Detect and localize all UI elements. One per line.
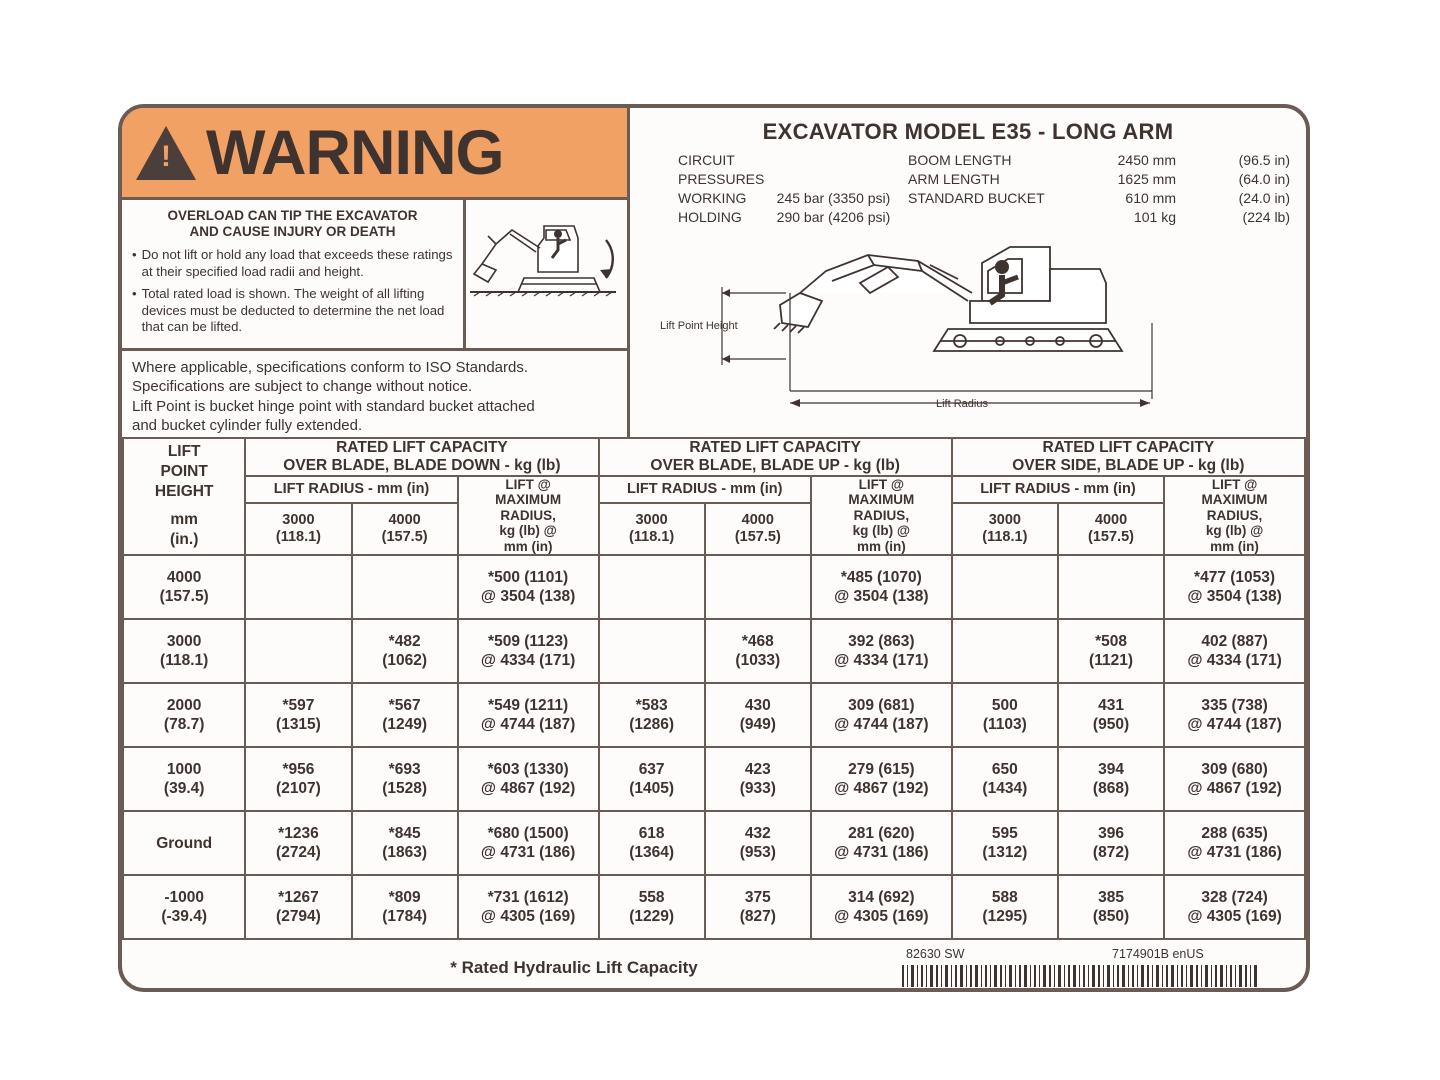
cell-os-max xyxy=(1164,619,1305,683)
row3-bu4000-a: 423 xyxy=(744,761,771,778)
row2-bd3000-b: (1315) xyxy=(276,716,321,733)
maxr-bd-line1: LIFT @ xyxy=(505,476,551,492)
row5-bu4000-b: (827) xyxy=(739,908,776,925)
row3-label-mm: 1000 xyxy=(166,761,202,778)
row3-bd3000-a: *956 xyxy=(282,761,315,778)
cell-os-4000 xyxy=(1058,683,1164,747)
row2-bdmax-a: *549 (1211) xyxy=(488,697,569,714)
row4-bu3000-b: (1364) xyxy=(629,844,675,861)
row2-osmax-a: 335 (738) xyxy=(1201,697,1268,714)
cell-bu-max xyxy=(811,747,952,811)
maxr-os-line1: LIFT @ xyxy=(1211,476,1258,492)
group-header-blade-down-line2: OVER BLADE, BLADE DOWN - kg (lb) xyxy=(283,456,561,474)
maxr-bu-line4: kg (lb) @ xyxy=(852,523,911,538)
cell-bd-4000 xyxy=(352,683,458,747)
cell-bu-max xyxy=(811,619,952,683)
warning-word: WARNING xyxy=(206,117,504,188)
row-label-3000 xyxy=(123,619,245,683)
row3-osmax-b: @ 4867 (192) xyxy=(1187,780,1282,797)
row5-osmax-a: 328 (724) xyxy=(1201,889,1268,906)
bullet-dot-icon: • xyxy=(132,286,137,301)
row3-bdmax-a: *603 (1330) xyxy=(487,761,569,778)
cell-bd-4000 xyxy=(352,619,458,683)
row2-os3000-a: 500 xyxy=(991,697,1018,714)
maxr-os-line5: mm (in) xyxy=(1210,538,1259,554)
cell-bd-3000 xyxy=(245,555,351,619)
overload-row xyxy=(122,200,627,351)
radius-os-4000-in: (157.5) xyxy=(1088,528,1134,545)
overload-bullet-2-text: Total rated load is shown. The weight of all lifting devices must be deducted to determine the net load that can be lifted. xyxy=(141,286,445,334)
row1-bu4000-a: *468 xyxy=(741,633,774,650)
row1-bumax-a: 392 (863) xyxy=(848,633,915,650)
row4-bu4000-b: (953) xyxy=(739,844,776,861)
cell-os-4000 xyxy=(1058,875,1164,939)
row2-bu3000-b: (1286) xyxy=(629,716,675,733)
row2-label-mm: 2000 xyxy=(166,697,202,714)
row3-label-in: (39.4) xyxy=(163,780,205,797)
warning-banner xyxy=(122,108,627,200)
cell-bd-4000 xyxy=(352,747,458,811)
radius-bd-4000-in: (157.5) xyxy=(381,528,428,545)
row5-bd3000-b: (2794) xyxy=(276,908,321,925)
cell-os-4000 xyxy=(1058,811,1164,875)
row0-osmax-a: *477 (1053) xyxy=(1194,569,1276,586)
radius-col-os-3000 xyxy=(952,503,1058,555)
boom-length-row xyxy=(908,151,1306,170)
row3-bumax-b: @ 4867 (192) xyxy=(834,780,929,797)
lph-line1: LIFT xyxy=(167,443,201,461)
tipping-excavator-illustration xyxy=(466,200,627,348)
cell-bu-max xyxy=(811,811,952,875)
row2-bu4000-a: 430 xyxy=(744,697,771,714)
overload-bullet-2 xyxy=(132,286,453,336)
cell-os-4000 xyxy=(1058,619,1164,683)
cell-bd-max xyxy=(458,811,599,875)
max-radius-header-over-side xyxy=(1164,476,1305,556)
warning-triangle-icon xyxy=(136,126,196,180)
row1-bdmax-a: *509 (1123) xyxy=(488,633,569,650)
row-label-minus1000 xyxy=(123,875,245,939)
maxr-bd-line3: RADIUS, xyxy=(500,507,556,523)
model-title: EXCAVATOR MODEL E35 - LONG ARM xyxy=(762,119,1174,144)
standard-bucket-label: STANDARD BUCKET xyxy=(908,190,1045,206)
excavator-diagram xyxy=(630,227,1306,435)
row4-os4000-b: (872) xyxy=(1092,844,1130,861)
specs-block xyxy=(630,145,1306,227)
standard-bucket-kg: 101 kg xyxy=(1133,209,1176,225)
cell-bd-max xyxy=(458,875,599,939)
row4-bd3000-b: (2724) xyxy=(276,844,321,861)
radius-bu-3000-mm: 3000 xyxy=(635,511,668,528)
row1-bumax-b: @ 4334 (171) xyxy=(834,652,929,669)
row1-osmax-a: 402 (887) xyxy=(1201,633,1268,650)
table-row xyxy=(123,747,1305,811)
maxr-os-line3: RADIUS, xyxy=(1206,507,1263,523)
boom-length-in: (96.5 in) xyxy=(1238,152,1290,168)
holding-pressure-row xyxy=(678,208,900,227)
row4-os3000-b: (1312) xyxy=(982,844,1028,861)
lift-radius-header-blade-down: LIFT RADIUS - mm (in) xyxy=(245,476,457,503)
row2-osmax-b: @ 4744 (187) xyxy=(1187,716,1282,733)
rated-hydraulic-note: * Rated Hydraulic Lift Capacity xyxy=(450,958,698,977)
iso-note-line3: Lift Point is bucket hinge point with standard bucket attached xyxy=(132,397,535,415)
group-header-over-side-line2: OVER SIDE, BLADE UP - kg (lb) xyxy=(1012,456,1245,474)
lph-line2: POINT xyxy=(160,463,208,481)
cell-os-4000 xyxy=(1058,555,1164,619)
row4-bdmax-a: *680 (1500) xyxy=(487,825,569,842)
row2-bumax-a: 309 (681) xyxy=(848,697,915,714)
overload-bullet-1-text: Do not lift or hold any load that exceeds these ratings at their specified load radii and height. xyxy=(141,247,453,279)
arm-length-label: ARM LENGTH xyxy=(908,171,1000,187)
cell-bu-max xyxy=(811,683,952,747)
maxr-bd-line4: kg (lb) @ xyxy=(499,523,557,538)
cell-bu-4000 xyxy=(705,747,811,811)
row5-bd4000-b: (1784) xyxy=(382,908,428,925)
row3-os3000-a: 650 xyxy=(991,761,1018,778)
row0-osmax-b: @ 3504 (138) xyxy=(1187,588,1282,605)
lift-radius-label: Lift Radius xyxy=(936,398,988,410)
table-row xyxy=(123,619,1305,683)
row0-bdmax-b: @ 3504 (138) xyxy=(480,588,576,605)
row3-bumax-a: 279 (615) xyxy=(848,761,915,778)
lph-line5: (in.) xyxy=(169,531,199,549)
row4-bdmax-b: @ 4731 (186) xyxy=(480,844,576,861)
row3-bu4000-b: (933) xyxy=(739,780,776,797)
table-row xyxy=(123,683,1305,747)
cell-os-3000 xyxy=(952,875,1058,939)
overload-heading-line2: AND CAUSE INJURY OR DEATH xyxy=(189,224,396,239)
row5-bu3000-b: (1229) xyxy=(629,908,675,925)
radius-col-bd-4000 xyxy=(352,503,458,555)
warning-panel xyxy=(122,108,630,437)
iso-note-line4: and bucket cylinder fully extended. xyxy=(132,417,363,434)
row4-bu4000-a: 432 xyxy=(744,825,771,842)
circuit-pressures-label-row xyxy=(678,151,900,189)
cell-os-max xyxy=(1164,875,1305,939)
row1-bdmax-b: @ 4334 (171) xyxy=(480,652,576,669)
cell-bu-4000 xyxy=(705,811,811,875)
lift-point-height-label: Lift Point Height xyxy=(660,320,738,332)
radius-col-bd-3000 xyxy=(245,503,351,555)
iso-note-line1: Where applicable, specifications conform to ISO Standards. xyxy=(132,358,529,376)
row2-bumax-b: @ 4744 (187) xyxy=(834,716,929,733)
dimension-specs xyxy=(900,151,1306,227)
radius-bd-4000-mm: 4000 xyxy=(388,511,421,528)
holding-label: HOLDING xyxy=(678,209,742,225)
cell-os-max xyxy=(1164,747,1305,811)
group-header-blade-up-line1: RATED LIFT CAPACITY xyxy=(689,438,861,456)
boom-length-label: BOOM LENGTH xyxy=(908,152,1012,168)
row5-label-mm: -1000 xyxy=(164,889,204,906)
maxr-bd-line5: mm (in) xyxy=(503,538,553,554)
cell-bd-4000 xyxy=(352,875,458,939)
row1-os4000-a: *508 xyxy=(1095,633,1127,650)
row1-bu4000-b: (1033) xyxy=(735,652,781,669)
lift-radius-header-over-side: LIFT RADIUS - mm (in) xyxy=(952,476,1164,503)
table-row xyxy=(123,875,1305,939)
table-header-row-1 xyxy=(123,438,1305,476)
cell-bu-4000 xyxy=(705,555,811,619)
row5-bdmax-a: *731 (1612) xyxy=(487,889,569,906)
row0-bumax-b: @ 3504 (138) xyxy=(834,588,929,605)
row5-bd4000-a: *809 xyxy=(388,889,421,906)
cell-bd-max xyxy=(458,683,599,747)
row5-bu4000-a: 375 xyxy=(744,889,771,906)
lph-line4: mm xyxy=(170,511,198,529)
row5-bumax-b: @ 4305 (169) xyxy=(834,908,929,925)
row4-bu3000-a: 618 xyxy=(638,825,665,842)
row5-bu3000-a: 558 xyxy=(638,889,665,906)
overload-text-block xyxy=(122,200,466,348)
cell-bu-max xyxy=(811,875,952,939)
bullet-dot-icon: • xyxy=(132,247,137,262)
row5-os4000-b: (850) xyxy=(1092,908,1130,925)
cell-bd-3000 xyxy=(245,619,351,683)
row4-osmax-b: @ 4731 (186) xyxy=(1187,844,1282,861)
arm-length-row xyxy=(908,170,1306,189)
row1-bd4000-b: (1062) xyxy=(382,652,428,669)
arm-length-mm: 1625 mm xyxy=(1117,171,1176,187)
part-codes xyxy=(876,945,1306,991)
row3-bd4000-a: *693 xyxy=(388,761,421,778)
row5-label-in: (-39.4) xyxy=(161,908,207,925)
cell-bd-3000 xyxy=(245,875,351,939)
tipping-excavator-svg xyxy=(466,200,627,332)
row-label-ground xyxy=(123,811,245,875)
cell-bu-3000 xyxy=(599,875,705,939)
cell-os-max xyxy=(1164,811,1305,875)
code-left: 82630 SW xyxy=(906,947,965,961)
cell-bd-max xyxy=(458,619,599,683)
maxr-bu-line2: MAXIMUM xyxy=(848,492,915,507)
overload-heading-line1: OVERLOAD CAN TIP THE EXCAVATOR xyxy=(167,208,418,223)
radius-col-bu-3000 xyxy=(599,503,705,555)
radius-bu-4000-mm: 4000 xyxy=(741,511,774,528)
row5-bd3000-a: *1267 xyxy=(278,889,319,906)
working-value: 245 bar (3350 psi) xyxy=(776,190,891,206)
row5-osmax-b: @ 4305 (169) xyxy=(1187,908,1282,925)
radius-bu-4000-in: (157.5) xyxy=(734,528,781,545)
circuit-pressures-label: CIRCUIT PRESSURES xyxy=(678,152,765,187)
spacer xyxy=(908,208,1070,227)
iso-note-line2: Specifications are subject to change without notice. xyxy=(132,378,473,395)
row4-label-mm: Ground xyxy=(156,834,213,852)
cell-bd-4000 xyxy=(352,555,458,619)
cell-bu-4000 xyxy=(705,619,811,683)
cell-os-3000 xyxy=(952,811,1058,875)
cell-os-3000 xyxy=(952,747,1058,811)
row3-os4000-b: (868) xyxy=(1092,780,1130,797)
radius-col-bu-4000 xyxy=(705,503,811,555)
max-radius-header-blade-up xyxy=(811,476,952,556)
cell-os-max xyxy=(1164,683,1305,747)
code-right: 7174901B enUS xyxy=(1112,947,1204,961)
row-label-2000 xyxy=(123,683,245,747)
radius-os-3000-mm: 3000 xyxy=(988,511,1021,528)
cell-os-4000 xyxy=(1058,747,1164,811)
circuit-pressure-specs xyxy=(630,151,900,227)
boom-length-mm: 2450 mm xyxy=(1117,152,1176,168)
arm-length-in: (64.0 in) xyxy=(1238,171,1290,187)
table-header-row-3 xyxy=(123,503,1305,555)
row3-bd4000-b: (1528) xyxy=(382,780,428,797)
row3-osmax-a: 309 (680) xyxy=(1201,761,1268,778)
standard-bucket-mm: 610 mm xyxy=(1125,190,1176,206)
row-label-4000 xyxy=(123,555,245,619)
row5-bdmax-b: @ 4305 (169) xyxy=(480,908,576,925)
cell-os-3000 xyxy=(952,683,1058,747)
row3-bd3000-b: (2107) xyxy=(276,780,321,797)
row2-label-in: (78.7) xyxy=(163,716,205,733)
table-row xyxy=(123,811,1305,875)
row4-bumax-a: 281 (620) xyxy=(848,825,915,842)
row0-label-in: (157.5) xyxy=(159,588,209,605)
cell-bu-4000 xyxy=(705,683,811,747)
cell-bd-3000 xyxy=(245,811,351,875)
row2-bu3000-a: *583 xyxy=(635,697,668,714)
row1-label-in: (118.1) xyxy=(160,652,209,669)
standard-bucket-weight-row xyxy=(908,208,1306,227)
cell-bd-4000 xyxy=(352,811,458,875)
row2-os3000-b: (1103) xyxy=(982,716,1027,733)
row2-bdmax-b: @ 4744 (187) xyxy=(480,716,576,733)
row2-os4000-a: 431 xyxy=(1098,697,1124,714)
row4-bd4000-a: *845 xyxy=(388,825,421,842)
overload-bullet-1 xyxy=(132,247,453,280)
row3-bu3000-b: (1405) xyxy=(629,780,675,797)
row4-os4000-a: 396 xyxy=(1098,825,1124,842)
maxr-bu-line1: LIFT @ xyxy=(858,476,905,492)
row0-bdmax-a: *500 (1101) xyxy=(488,569,569,586)
radius-bu-3000-in: (118.1) xyxy=(629,528,675,545)
row1-label-mm: 3000 xyxy=(166,633,202,650)
maxr-bd-line2: MAXIMUM xyxy=(495,492,562,507)
group-header-blade-down xyxy=(245,438,598,476)
standard-bucket-in: (24.0 in) xyxy=(1238,190,1290,206)
group-header-over-side xyxy=(952,438,1305,476)
maxr-os-line2: MAXIMUM xyxy=(1201,492,1268,507)
group-header-blade-down-line1: RATED LIFT CAPACITY xyxy=(336,438,508,456)
cell-bd-max xyxy=(458,747,599,811)
row4-os3000-a: 595 xyxy=(991,825,1018,842)
group-header-blade-up-line2: OVER BLADE, BLADE UP - kg (lb) xyxy=(650,456,900,474)
row1-bd4000-a: *482 xyxy=(388,633,421,650)
row5-os3000-a: 588 xyxy=(991,889,1018,906)
working-pressure-row xyxy=(678,189,900,208)
row2-os4000-b: (950) xyxy=(1092,716,1130,733)
table-header-row-2 xyxy=(123,476,1305,503)
cell-bd-3000 xyxy=(245,683,351,747)
maxr-bu-line5: mm (in) xyxy=(856,538,906,554)
row-label-1000 xyxy=(123,747,245,811)
row3-bu3000-a: 637 xyxy=(638,761,665,778)
row5-os3000-b: (1295) xyxy=(982,908,1028,925)
row4-osmax-a: 288 (635) xyxy=(1201,825,1268,842)
max-radius-header-blade-down xyxy=(458,476,599,556)
rated-lift-capacity-table xyxy=(122,437,1306,941)
holding-value: 290 bar (4206 psi) xyxy=(776,209,891,225)
warning-decal xyxy=(118,104,1310,992)
row2-bd3000-a: *597 xyxy=(282,697,315,714)
row3-os3000-b: (1434) xyxy=(982,780,1028,797)
cell-bu-3000 xyxy=(599,683,705,747)
row1-osmax-b: @ 4334 (171) xyxy=(1187,652,1282,669)
row1-os4000-b: (1121) xyxy=(1089,652,1133,669)
decal-footer xyxy=(122,940,1306,992)
cell-bd-3000 xyxy=(245,747,351,811)
radius-os-4000-mm: 4000 xyxy=(1094,511,1128,528)
excavator-diagram-svg xyxy=(630,227,1302,433)
maxr-os-line4: kg (lb) @ xyxy=(1205,523,1264,538)
lph-line3: HEIGHT xyxy=(154,483,214,501)
table-row xyxy=(123,555,1305,619)
cell-os-3000 xyxy=(952,555,1058,619)
cell-bu-3000 xyxy=(599,811,705,875)
row2-bd4000-a: *567 xyxy=(388,697,421,714)
radius-bd-3000-mm: 3000 xyxy=(282,511,315,528)
group-header-over-side-line1: RATED LIFT CAPACITY xyxy=(1042,438,1215,456)
row2-bu4000-b: (949) xyxy=(739,716,776,733)
row0-bumax-a: *485 (1070) xyxy=(840,569,922,586)
overload-heading xyxy=(132,208,453,240)
cell-bu-3000 xyxy=(599,747,705,811)
radius-bd-3000-in: (118.1) xyxy=(275,528,322,545)
group-header-blade-up xyxy=(599,438,952,476)
barcode-icon xyxy=(900,965,1260,987)
iso-note xyxy=(122,351,627,437)
cell-bd-max xyxy=(458,555,599,619)
standard-bucket-row xyxy=(908,189,1306,208)
row0-label-mm: 4000 xyxy=(166,569,202,586)
cell-bu-max xyxy=(811,555,952,619)
lift-point-height-header xyxy=(123,438,245,556)
decal-header xyxy=(122,108,1306,437)
row4-bd4000-b: (1863) xyxy=(382,844,428,861)
lift-radius-header-blade-up: LIFT RADIUS - mm (in) xyxy=(599,476,811,503)
standard-bucket-lb: (224 lb) xyxy=(1242,209,1290,225)
row5-os4000-a: 385 xyxy=(1098,889,1124,906)
model-panel xyxy=(630,108,1306,437)
cell-os-max xyxy=(1164,555,1305,619)
maxr-bu-line3: RADIUS, xyxy=(853,507,910,523)
radius-os-3000-in: (118.1) xyxy=(982,528,1028,545)
cell-os-3000 xyxy=(952,619,1058,683)
row4-bd3000-a: *1236 xyxy=(278,825,319,842)
cell-bu-3000 xyxy=(599,619,705,683)
working-label: WORKING xyxy=(678,190,747,206)
cell-bu-4000 xyxy=(705,875,811,939)
cell-bu-3000 xyxy=(599,555,705,619)
radius-col-os-4000 xyxy=(1058,503,1164,555)
row5-bumax-a: 314 (692) xyxy=(848,889,915,906)
row3-bdmax-b: @ 4867 (192) xyxy=(480,780,576,797)
row3-os4000-a: 394 xyxy=(1098,761,1124,778)
row2-bd4000-b: (1249) xyxy=(382,716,428,733)
row4-bumax-b: @ 4731 (186) xyxy=(834,844,929,861)
